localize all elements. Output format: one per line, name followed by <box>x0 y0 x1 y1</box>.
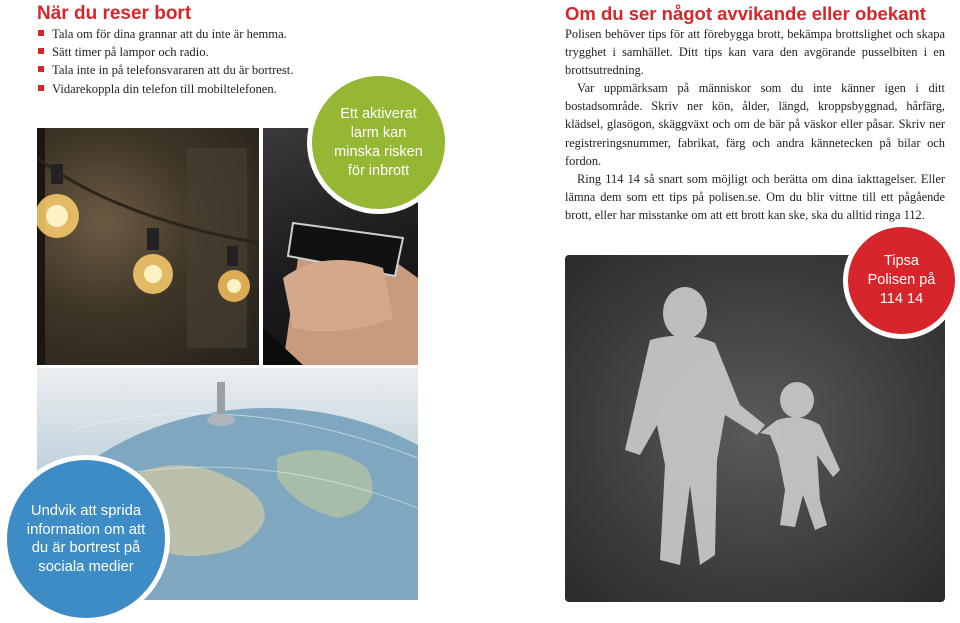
right-body-text <box>565 25 945 224</box>
light-bulbs-photo <box>37 128 259 365</box>
bullet-square-icon <box>38 85 44 91</box>
bullet-square-icon <box>38 48 44 54</box>
left-heading: När du reser bort <box>37 3 192 24</box>
alarm-callout-text: Ett aktiverat larm kan minska risken för inbrott <box>334 105 423 179</box>
bullet-square-icon <box>38 66 44 72</box>
right-heading: Om du ser något avvikande eller obekant <box>565 3 926 24</box>
social-media-callout-text: Undvik att sprida information om att du är bortrest på sociala medier <box>26 503 146 575</box>
travel-tips-list <box>37 25 317 98</box>
bullet-square-icon <box>38 30 44 36</box>
paragraph: Polisen behöver tips för att förebygga brott, bekämpa brottslighet och skapa trygghet i samhället. Ditt tips kan vara den avgörande pusselbiten i en brottsutredning. <box>565 27 945 78</box>
paragraph: Ring 114 14 så snart som möjligt och berätta om dina iakttagelser. Eller lämna dem som ett tips på polisen.se. Om du blir vittne till ett pågående brott, eller har misstanke om att ett brott kan ske, ska du alltid ringa 112. <box>565 171 945 222</box>
paragraph: Var uppmärksam på människor som du inte känner igen i ditt bostadsområde. Skriv ner kön, ålder, längd, kroppsbyggnad, hårfärg, klädsel, glasögon, skäggväxt och om de bär på väskor eller påsar. Skriv ner registreringsnummer, fabrikat, färg och andra kännetecken på bilar och fordon. <box>565 81 945 168</box>
alarm-callout-circle <box>307 71 450 214</box>
list-item: Tala om för dina grannar att du inte är hemma. <box>37 25 317 43</box>
tip-police-callout-circle <box>843 222 960 339</box>
list-item: Vidarekoppla din telefon till mobiltelefonen. <box>37 80 317 98</box>
tip-police-callout-text: Tipsa Polisen på 114 14 <box>867 253 936 307</box>
social-media-callout-circle <box>2 455 170 623</box>
list-item: Sätt timer på lampor och radio. <box>37 43 317 61</box>
list-item: Tala inte in på telefonsvararen att du är bortrest. <box>37 61 317 79</box>
